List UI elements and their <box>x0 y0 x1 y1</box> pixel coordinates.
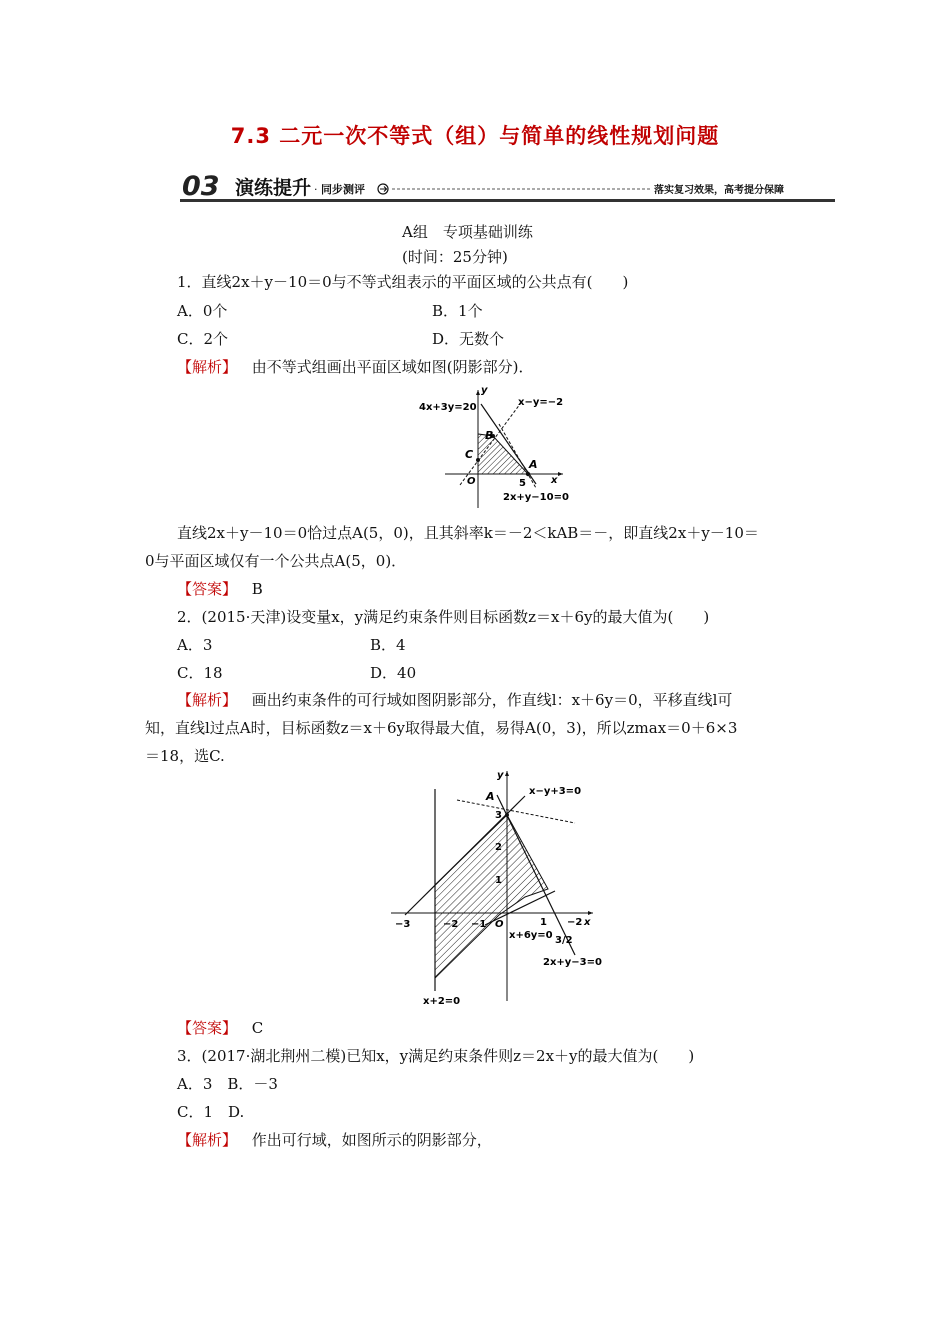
svg-text:2x+y−3=0: 2x+y−3=0 <box>543 957 602 968</box>
q1-option-a: A．0个 <box>177 302 228 320</box>
banner-graphic <box>180 170 835 206</box>
q3-options-row2: C．1 D. <box>177 1103 245 1121</box>
q1-option-c: C．2个 <box>177 330 229 348</box>
q2-option-b: B．4 <box>370 636 406 654</box>
svg-text:3/2: 3/2 <box>555 935 573 946</box>
svg-text:O: O <box>467 476 476 487</box>
q1-figure <box>415 382 590 512</box>
analysis-tag: 【解析】 <box>177 691 238 709</box>
svg-text:x+2=0: x+2=0 <box>423 996 461 1007</box>
svg-text:y: y <box>497 770 504 781</box>
svg-text:O: O <box>495 919 504 930</box>
group-heading: A组 专项基础训练 <box>402 223 533 241</box>
q2-option-c: C．18 <box>177 664 223 682</box>
svg-text:A: A <box>529 458 538 471</box>
svg-text:·: · <box>314 183 318 196</box>
svg-text:x: x <box>551 475 558 486</box>
time-limit: (时间：25分钟) <box>402 248 508 266</box>
svg-text:2x+y−10=0: 2x+y−10=0 <box>503 492 569 503</box>
q2-option-d: D．40 <box>370 664 417 682</box>
q2-analysis-line1: 【解析】 画出约束条件的可行域如图阴影部分，作直线l：x＋6y＝0，平移直线l可 <box>177 691 733 709</box>
banner-subheading: 同步测评 <box>321 183 365 196</box>
q1-answer-value: B <box>251 580 263 598</box>
q3-stem: 3．(2017·湖北荆州二模)已知x，y满足约束条件则z＝2x＋y的最大值为( ) <box>177 1047 695 1065</box>
svg-text:y: y <box>481 385 488 396</box>
svg-text:B: B <box>485 429 494 442</box>
svg-text:2: 2 <box>495 842 502 853</box>
q3-options-row1: A．3 B．－3 <box>177 1075 278 1093</box>
svg-text:−3: −3 <box>395 919 411 930</box>
arrow-circle-icon <box>378 184 388 194</box>
q1-analysis <box>177 356 534 377</box>
svg-text:1: 1 <box>495 875 502 886</box>
q3-analysis <box>177 1129 492 1150</box>
svg-text:x−y=−2: x−y=−2 <box>518 397 564 408</box>
answer-tag: 【答案】 <box>177 580 238 598</box>
q2-figure <box>385 765 615 1010</box>
q1-option-d: D．无数个 <box>432 330 505 348</box>
svg-text:C: C <box>465 448 474 461</box>
q2-answer-value: C <box>251 1019 264 1037</box>
page-title: 7.3 二元一次不等式（组）与简单的线性规划问题 <box>230 124 720 148</box>
q1-note-line1: 直线2x＋y－10＝0恰过点A(5，0)，且其斜率k＝－2＜kAB＝－，即直线2x＋y－10＝ <box>177 524 759 542</box>
analysis-tag: 【解析】 <box>177 1131 238 1149</box>
q1-option-b: B．1个 <box>432 302 483 320</box>
q2-option-a: A．3 <box>177 636 213 654</box>
q3-analysis-text: 作出可行域，如图所示的阴影部分， <box>251 1131 492 1149</box>
svg-text:x: x <box>584 917 591 928</box>
svg-text:A: A <box>486 790 495 803</box>
svg-text:−1: −1 <box>471 919 487 930</box>
q1-note-line2: 0与平面区域仅有一个公共点A(5，0)． <box>145 552 407 570</box>
section-banner <box>180 170 835 206</box>
analysis-tag: 【解析】 <box>177 358 238 376</box>
svg-text:3: 3 <box>495 810 502 821</box>
banner-slogan: 落实复习效果，高考提分保障 <box>654 185 784 196</box>
banner-number: 03 <box>182 171 220 202</box>
svg-text:x−y+3=0: x−y+3=0 <box>529 786 582 797</box>
q1-answer <box>177 578 263 599</box>
q2-answer <box>177 1017 263 1038</box>
q1-stem: 1．直线2x＋y－10＝0与不等式组表示的平面区域的公共点有( ) <box>177 273 629 291</box>
answer-tag: 【答案】 <box>177 1019 238 1037</box>
q2-stem: 2．(2015·天津)设变量x，y满足约束条件则目标函数z＝x＋6y的最大值为( ) <box>177 608 710 626</box>
svg-text:−2: −2 <box>567 917 583 928</box>
banner-heading: 演练提升 <box>235 177 312 199</box>
q2-analysis-line2: 知，直线l过点A时，目标函数z＝x＋6y取得最大值，易得A(0，3)，所以zmax＝0＋6×3 <box>145 719 738 737</box>
q2-analysis-line3: ＝18，选C. <box>145 747 225 765</box>
svg-text:−2: −2 <box>443 919 459 930</box>
svg-text:x+6y=0: x+6y=0 <box>509 930 553 941</box>
svg-text:4x+3y=20: 4x+3y=20 <box>419 402 477 413</box>
svg-text:1: 1 <box>540 917 547 928</box>
q1-analysis-text: 由不等式组画出平面区域如图(阴影部分)． <box>251 358 534 376</box>
svg-text:5: 5 <box>519 478 526 489</box>
